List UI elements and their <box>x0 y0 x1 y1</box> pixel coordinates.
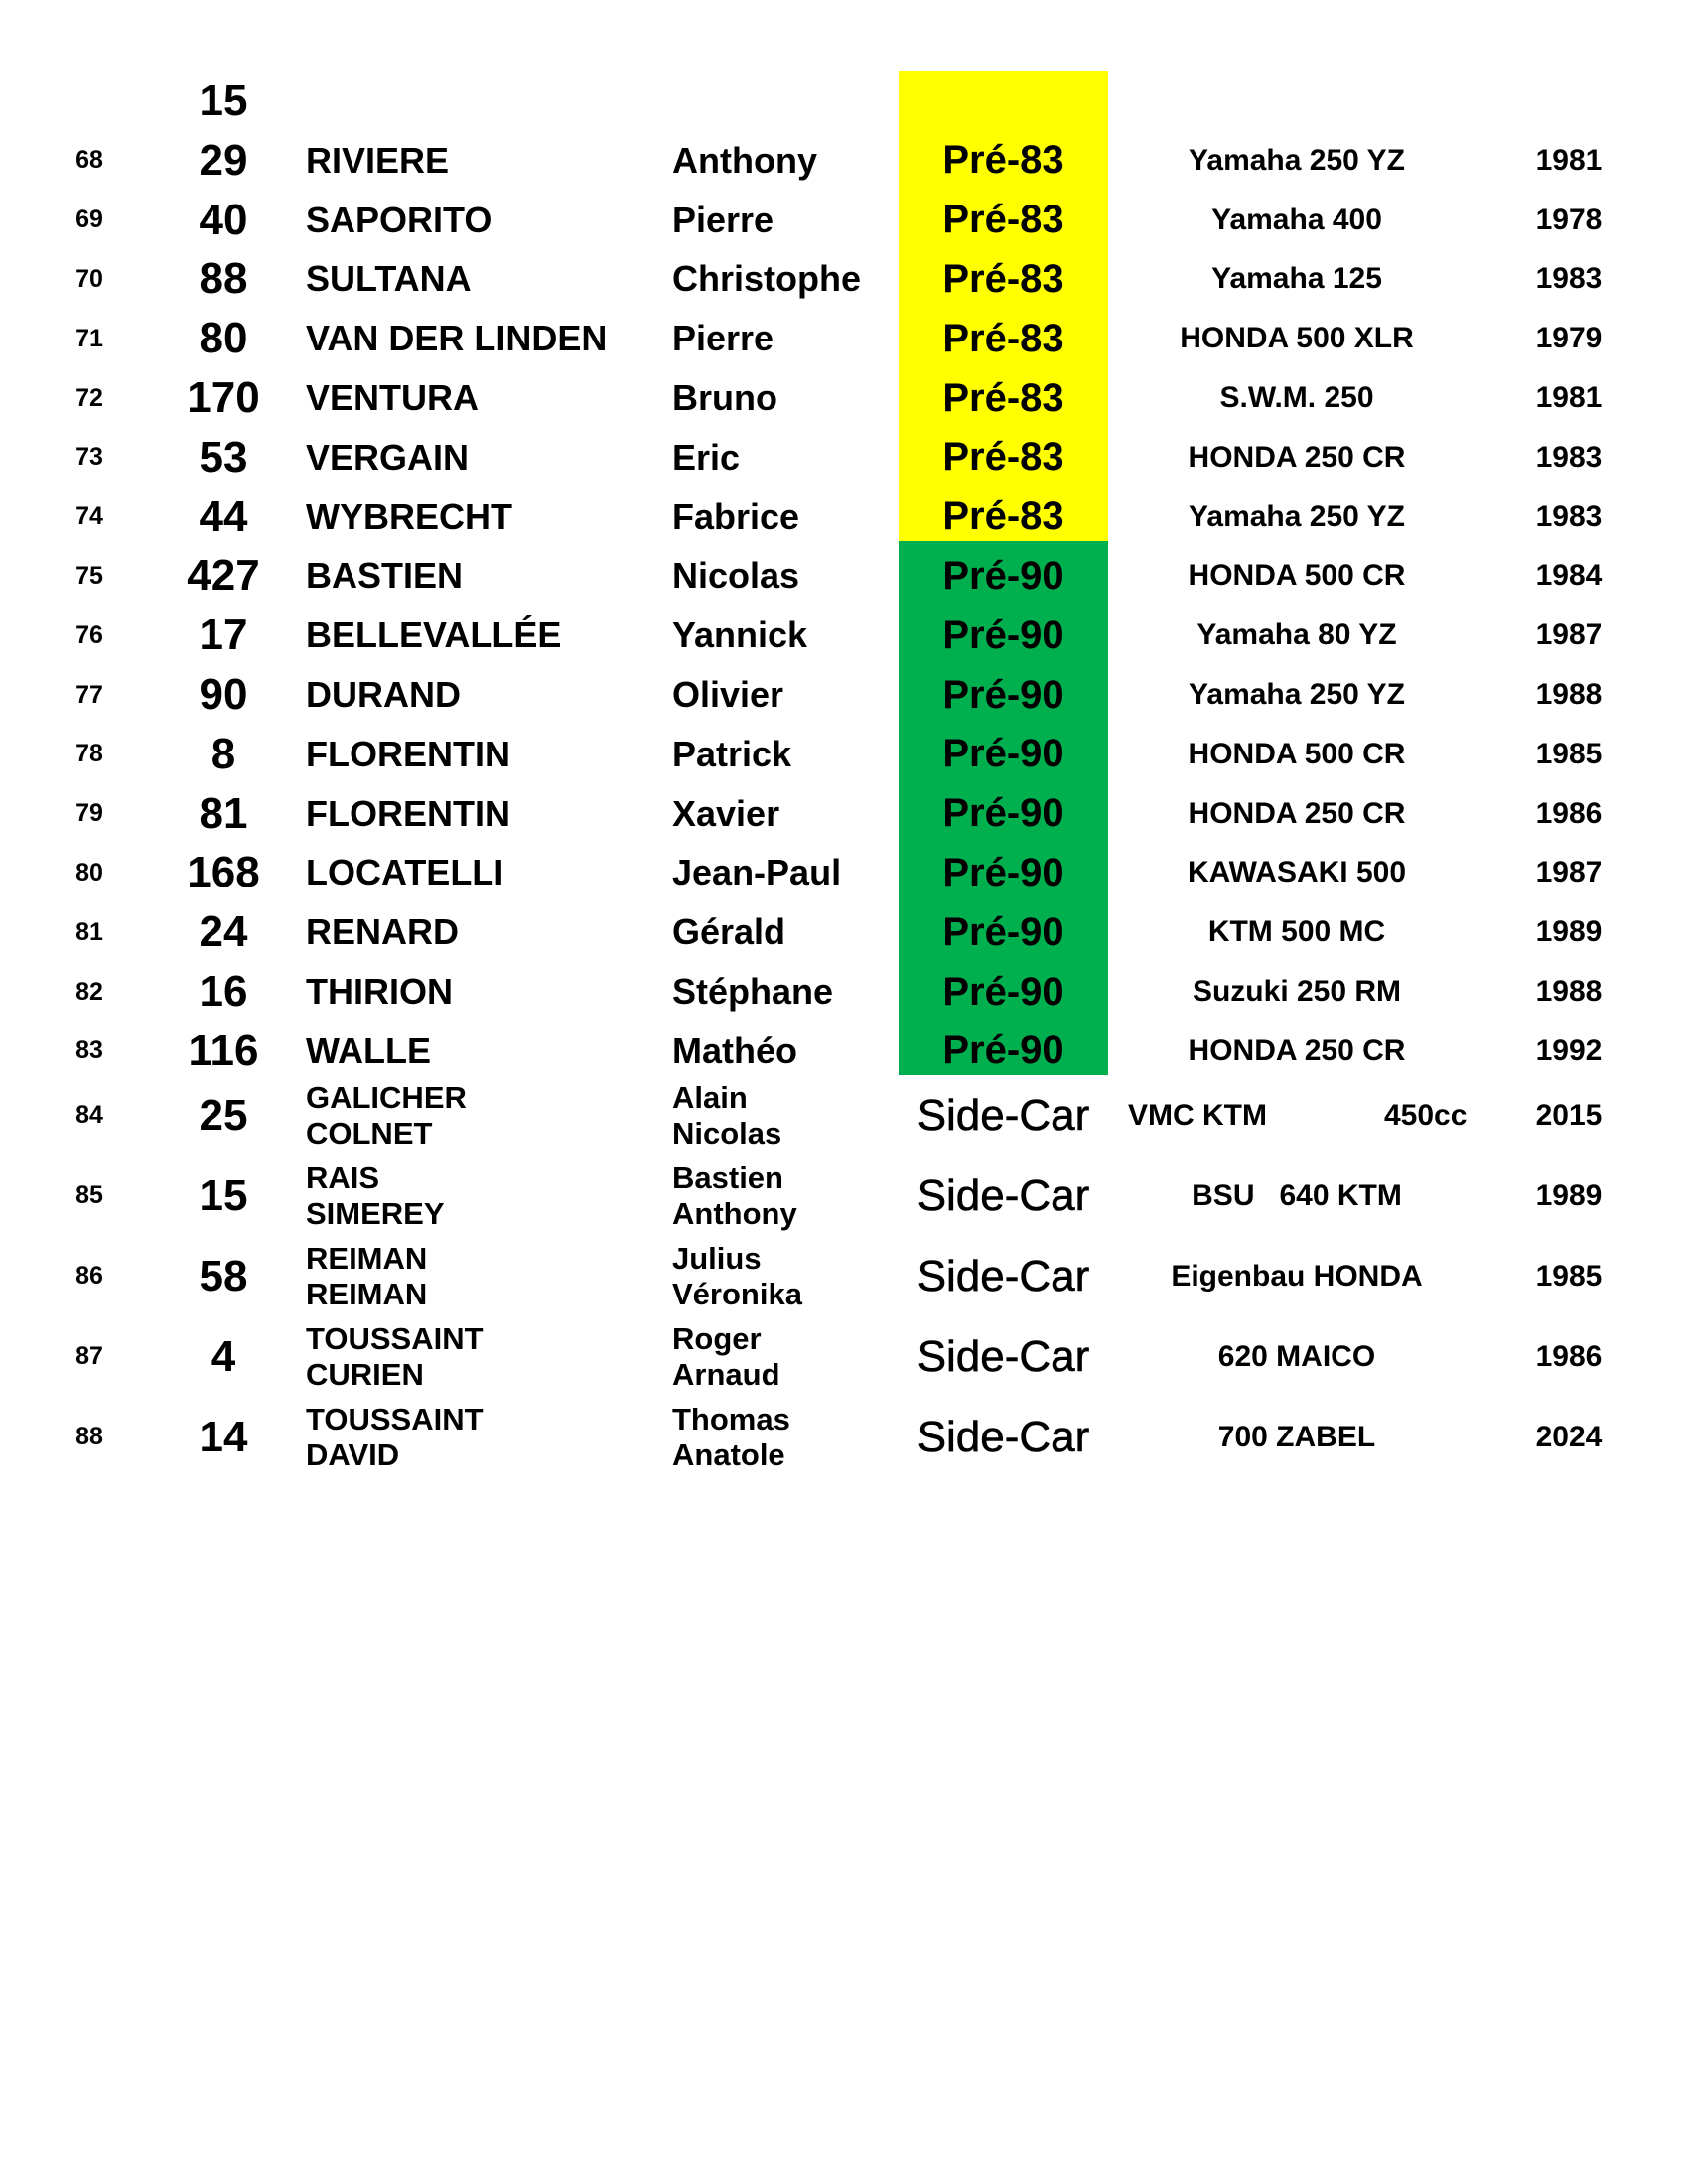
year: 1983 <box>1535 262 1603 296</box>
table-row <box>0 902 1688 962</box>
year: 1986 <box>1535 1339 1603 1373</box>
category: Pré-90 <box>942 672 1064 717</box>
row-index: 75 <box>75 561 103 590</box>
last-names <box>306 1316 663 1397</box>
last-name: LOCATELLI <box>306 852 504 893</box>
last-name: RENARD <box>306 911 460 953</box>
motorcycle: Yamaha 250 YZ <box>1189 678 1405 712</box>
first-name: Patrick <box>672 733 792 774</box>
row-index: 72 <box>75 383 103 412</box>
last-name-pilot: TOUSSAINT <box>306 1320 484 1356</box>
motorcycle: Yamaha 250 YZ <box>1189 143 1405 177</box>
last-name-pilot: RAIS <box>306 1160 380 1195</box>
motorcycle-displacement: 450cc <box>1384 1098 1468 1132</box>
last-name: FLORENTIN <box>306 733 510 774</box>
race-number: 14 <box>199 1412 248 1461</box>
race-number: 90 <box>199 670 248 720</box>
last-name: VAN DER LINDEN <box>306 318 608 359</box>
category: Side-Car <box>916 1251 1090 1300</box>
last-names <box>306 1075 663 1156</box>
row-index: 74 <box>75 502 103 531</box>
row-index: 80 <box>75 858 103 887</box>
first-name-passenger: Anthony <box>672 1195 797 1231</box>
row-index: 87 <box>75 1342 103 1370</box>
year: 2024 <box>1535 1420 1603 1453</box>
year: 1979 <box>1535 322 1603 355</box>
year: 2015 <box>1535 1098 1603 1132</box>
first-name-pilot: Thomas <box>672 1401 790 1436</box>
row-index: 77 <box>75 680 103 709</box>
last-name: FLORENTIN <box>306 792 510 834</box>
last-names <box>306 1236 663 1316</box>
table-row <box>0 784 1688 844</box>
first-names <box>672 1075 901 1156</box>
category: Pré-83 <box>942 316 1064 360</box>
first-name: Xavier <box>672 792 780 834</box>
row-index: 88 <box>75 1423 103 1450</box>
last-name: SAPORITO <box>306 199 492 240</box>
last-name: BELLEVALLÉE <box>306 614 562 656</box>
first-name: Bruno <box>672 377 777 419</box>
sidecar-row <box>0 1397 1688 1477</box>
table-row <box>0 368 1688 428</box>
table-row <box>0 962 1688 1022</box>
first-name: Jean-Paul <box>672 852 842 893</box>
first-name: Christophe <box>672 258 862 300</box>
first-name-passenger: Véronika <box>672 1276 802 1311</box>
year: 1989 <box>1535 1178 1603 1212</box>
first-name-pilot: Julius <box>672 1240 762 1276</box>
category: Pré-90 <box>942 791 1064 836</box>
category: Pré-90 <box>942 613 1064 657</box>
motorcycle: Yamaha 80 YZ <box>1196 618 1397 652</box>
row-index: 71 <box>75 324 103 352</box>
first-name-pilot: Roger <box>672 1320 762 1356</box>
race-number: 24 <box>199 907 248 957</box>
last-name: WALLE <box>306 1029 431 1071</box>
table-row <box>0 725 1688 784</box>
category: Pré-90 <box>942 850 1064 894</box>
last-name-passenger: DAVID <box>306 1436 400 1472</box>
first-name: Pierre <box>672 199 774 240</box>
sidecar-row <box>0 1316 1688 1397</box>
race-number: 170 <box>187 373 260 423</box>
row-index: 70 <box>75 264 103 293</box>
race-number: 29 <box>199 135 248 185</box>
motorcycle: Yamaha 250 YZ <box>1189 499 1405 533</box>
row-index: 84 <box>75 1101 103 1129</box>
last-name-passenger: CURIEN <box>306 1356 424 1392</box>
race-number: 17 <box>199 611 248 660</box>
first-name-pilot: Alain <box>672 1079 748 1115</box>
category: Side-Car <box>916 1412 1090 1461</box>
last-name-passenger: REIMAN <box>306 1276 428 1311</box>
year: 1985 <box>1535 1259 1603 1293</box>
first-name: Fabrice <box>672 495 800 537</box>
category: Side-Car <box>916 1090 1090 1140</box>
year: 1981 <box>1535 381 1603 415</box>
category: Pré-90 <box>942 969 1064 1014</box>
race-number: 88 <box>199 254 248 304</box>
first-name: Eric <box>672 436 741 478</box>
header-row <box>0 71 1688 131</box>
first-name-passenger: Anatole <box>672 1436 785 1472</box>
first-name-passenger: Arnaud <box>672 1356 780 1392</box>
category: Pré-90 <box>942 732 1064 776</box>
first-name: Mathéo <box>672 1029 797 1071</box>
last-names <box>306 1156 663 1236</box>
last-name: VENTURA <box>306 377 480 419</box>
row-index: 76 <box>75 620 103 649</box>
row-index: 81 <box>75 917 103 946</box>
first-name: Nicolas <box>672 555 800 597</box>
race-number: 80 <box>199 314 248 363</box>
row-index: 82 <box>75 977 103 1006</box>
race-number: 8 <box>211 729 236 778</box>
last-name: THIRION <box>306 971 453 1013</box>
table-row <box>0 1022 1688 1081</box>
motorcycle: HONDA 500 XLR <box>1180 322 1414 355</box>
motorcycle: Eigenbau HONDA <box>1171 1259 1423 1293</box>
table-row <box>0 665 1688 725</box>
race-number: 4 <box>211 1331 236 1381</box>
last-name: VERGAIN <box>306 436 470 478</box>
row-index: 86 <box>75 1262 103 1290</box>
table-row <box>0 250 1688 310</box>
last-name: BASTIEN <box>306 555 464 597</box>
last-name-passenger: COLNET <box>306 1115 433 1151</box>
race-number: 81 <box>199 788 248 838</box>
motorcycle: KAWASAKI 500 <box>1187 856 1407 889</box>
first-name: Stéphane <box>672 971 834 1013</box>
motorcycle: 700 ZABEL <box>1217 1420 1376 1453</box>
year: 1983 <box>1535 440 1603 474</box>
category: Pré-90 <box>942 1028 1064 1073</box>
last-name: DURAND <box>306 674 461 716</box>
motorcycle: Suzuki 250 RM <box>1192 975 1402 1009</box>
table-row <box>0 844 1688 903</box>
last-name-pilot: REIMAN <box>306 1240 428 1276</box>
row-index: 68 <box>75 146 103 175</box>
category: Side-Car <box>916 1170 1090 1220</box>
motorcycle: HONDA 500 CR <box>1188 737 1406 770</box>
year: 1986 <box>1535 796 1603 830</box>
row-index: 78 <box>75 740 103 768</box>
last-names <box>306 1397 663 1477</box>
first-name: Gérald <box>672 911 786 953</box>
last-name: WYBRECHT <box>306 495 512 537</box>
motorcycle: BSU 640 KTM <box>1192 1178 1402 1212</box>
table-row <box>0 309 1688 368</box>
year: 1983 <box>1535 499 1603 533</box>
last-name-passenger: SIMEREY <box>306 1195 445 1231</box>
first-name-pilot: Bastien <box>672 1160 783 1195</box>
year: 1985 <box>1535 737 1603 770</box>
year: 1992 <box>1535 1033 1603 1067</box>
year: 1987 <box>1535 856 1603 889</box>
year: 1981 <box>1535 143 1603 177</box>
category: Pré-90 <box>942 909 1064 954</box>
race-number: 116 <box>188 1025 259 1075</box>
first-name: Yannick <box>672 614 808 656</box>
motorcycle: KTM 500 MC <box>1207 915 1386 949</box>
first-name: Anthony <box>672 139 817 181</box>
race-number: 53 <box>199 432 248 481</box>
year: 1987 <box>1535 618 1603 652</box>
sidecar-row <box>0 1156 1688 1236</box>
category: Pré-83 <box>942 256 1064 301</box>
race-number: 15 <box>199 1170 248 1220</box>
first-names <box>672 1236 901 1316</box>
category: Pré-83 <box>942 435 1064 479</box>
year: 1978 <box>1535 203 1603 236</box>
category: Pré-90 <box>942 553 1064 598</box>
year: 1989 <box>1535 915 1603 949</box>
first-name: Pierre <box>672 318 774 359</box>
last-name: SULTANA <box>306 258 472 300</box>
row-index: 79 <box>75 799 103 828</box>
motorcycle <box>1108 1075 1485 1156</box>
table-row <box>0 606 1688 665</box>
first-names <box>672 1156 901 1236</box>
motorcycle-make: VMC KTM <box>1128 1098 1267 1132</box>
category: Pré-83 <box>942 375 1064 420</box>
first-name-passenger: Nicolas <box>672 1115 782 1151</box>
first-names <box>672 1397 901 1477</box>
category: Pré-83 <box>942 494 1064 539</box>
table-row <box>0 131 1688 191</box>
sidecar-row <box>0 1236 1688 1316</box>
motorcycle: HONDA 250 CR <box>1188 796 1406 830</box>
motorcycle: Yamaha 125 <box>1211 262 1382 296</box>
race-number: 16 <box>199 967 248 1017</box>
race-number: 44 <box>199 491 248 541</box>
table-row <box>0 487 1688 547</box>
row-index: 73 <box>75 443 103 472</box>
row-index: 69 <box>75 205 103 234</box>
motorcycle: HONDA 250 CR <box>1188 440 1406 474</box>
category: Side-Car <box>916 1331 1090 1381</box>
motorcycle: 620 MAICO <box>1217 1339 1376 1373</box>
last-name-pilot: TOUSSAINT <box>306 1401 484 1436</box>
row-index: 85 <box>75 1181 103 1209</box>
motorcycle: HONDA 500 CR <box>1188 559 1406 593</box>
motorcycle: HONDA 250 CR <box>1188 1033 1406 1067</box>
last-name: RIVIERE <box>306 139 450 181</box>
last-name-pilot: GALICHER <box>306 1079 467 1115</box>
first-name: Olivier <box>672 674 784 716</box>
first-names <box>672 1316 901 1397</box>
motorcycle: S.W.M. 250 <box>1219 381 1374 415</box>
sidecar-row <box>0 1075 1688 1156</box>
year: 1988 <box>1535 678 1603 712</box>
race-number: 427 <box>187 551 260 601</box>
header-number: 15 <box>199 76 248 125</box>
race-number: 25 <box>199 1090 248 1140</box>
race-number: 58 <box>199 1251 248 1300</box>
race-number: 40 <box>199 195 248 244</box>
row-index: 83 <box>75 1036 103 1065</box>
table-row <box>0 428 1688 487</box>
year: 1984 <box>1535 559 1603 593</box>
motorcycle: Yamaha 400 <box>1211 203 1382 236</box>
table-row <box>0 547 1688 607</box>
category: Pré-83 <box>942 198 1064 242</box>
table-row <box>0 191 1688 250</box>
year: 1988 <box>1535 975 1603 1009</box>
category: Pré-83 <box>942 138 1064 183</box>
race-number: 168 <box>187 848 260 897</box>
